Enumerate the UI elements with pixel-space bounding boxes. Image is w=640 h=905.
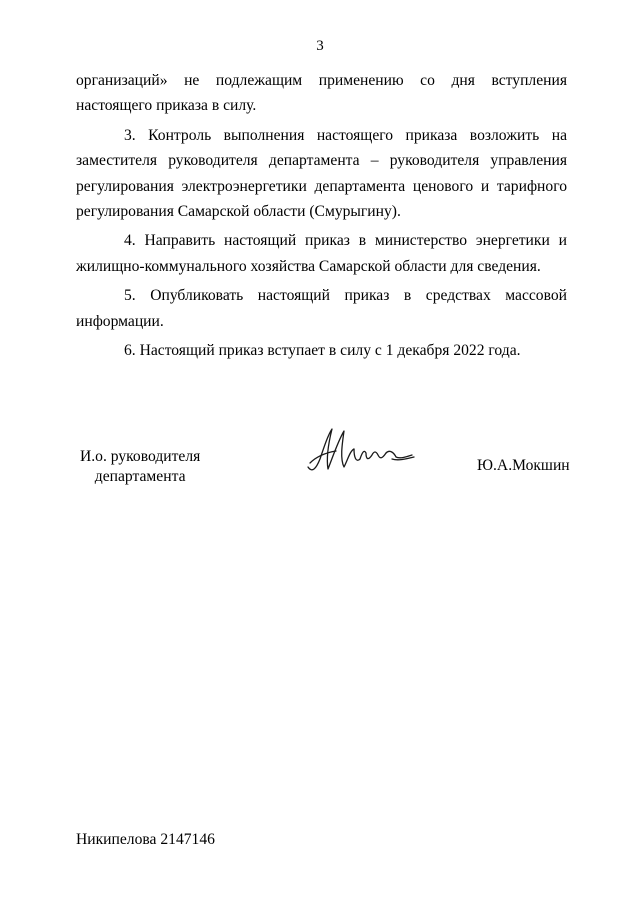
signatory-position (80, 447, 200, 487)
document-body (76, 68, 567, 367)
paragraph-item-3: 3. Контроль выполнения настоящего приказа возложить на заместителя руководителя департамента – руководителя управления регулирования электроэнергетики департамента ценового и тарифного регулирования Самарской области (Смурыгину). (76, 126, 567, 221)
signatory-position-line1: И.о. руководителя (80, 448, 201, 465)
signature-block (0, 445, 640, 505)
handwritten-signature (302, 423, 422, 479)
paragraph-item-6: 6. Настоящий приказ вступает в силу с 1 декабря 2022 года. (124, 342, 521, 360)
executor-info: Никипелова 2147146 (76, 831, 215, 848)
paragraph-item-5: 5. Опубликовать настоящий приказ в средствах массовой информации. (76, 287, 567, 330)
page-number: 3 (316, 38, 324, 54)
paragraph-continuation: организаций» не подлежащим применению со дня вступления настоящего приказа в силу. (76, 72, 567, 115)
signatory-position-line2: департамента (94, 468, 186, 485)
paragraph-item-4: 4. Направить настоящий приказ в министерство энергетики и жилищно-коммунального хозяйства Самарской области для сведения. (76, 232, 567, 275)
signatory-name: Ю.А.Мокшин (477, 457, 570, 474)
